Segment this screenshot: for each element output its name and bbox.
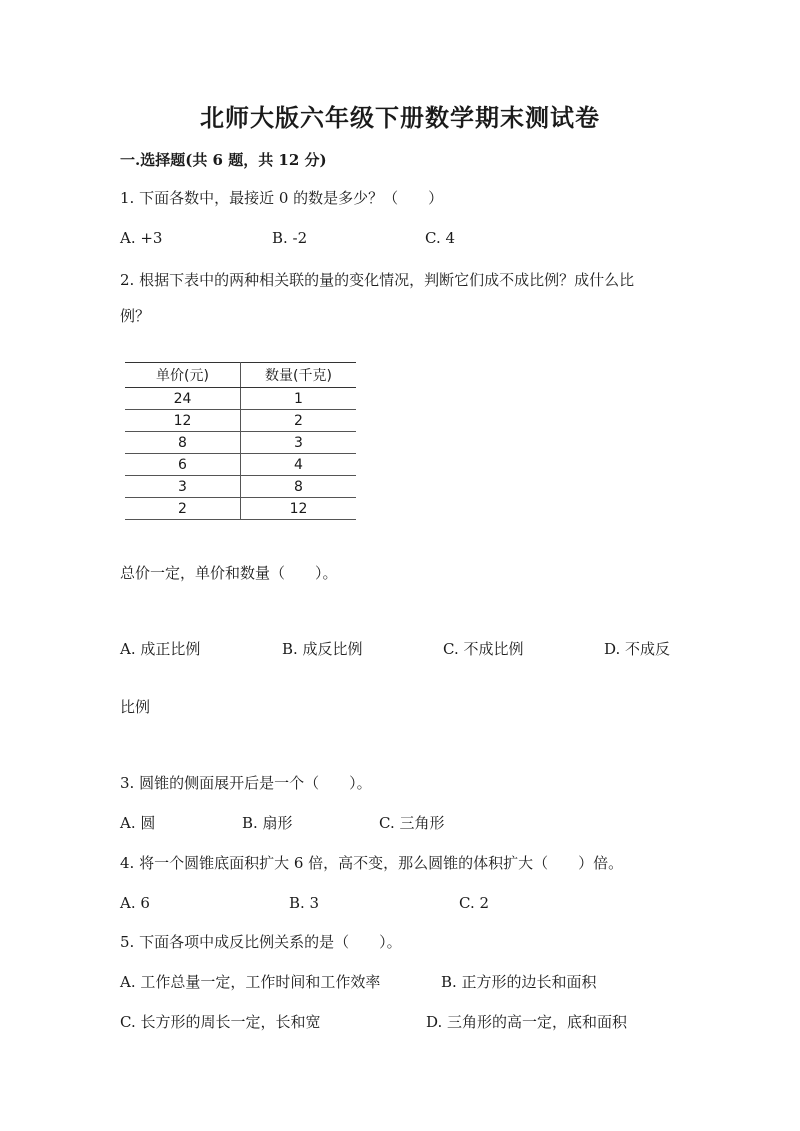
question-4-option-b: B. 3 <box>289 894 320 912</box>
question-1-stem: 1. 下面各数中，最接近 0 的数是多少？（ ） <box>120 189 444 207</box>
question-3-option-c: C. 三角形 <box>379 814 445 832</box>
table-row <box>125 410 356 432</box>
table-cell: 24 <box>125 388 241 410</box>
table-row <box>125 476 356 498</box>
question-4-option-c: C. 2 <box>459 894 490 912</box>
question-5-option-a: A. 工作总量一定，工作时间和工作效率 <box>120 973 381 991</box>
question-2-option-c: C. 不成比例 <box>443 640 524 658</box>
table-cell: 8 <box>125 432 241 454</box>
table-cell: 6 <box>125 454 241 476</box>
table-cell: 3 <box>125 476 241 498</box>
question-1-option-b: B. -2 <box>272 229 308 247</box>
question-2-option-d: D. 不成反 <box>604 640 671 658</box>
question-5-option-b: B. 正方形的边长和面积 <box>441 973 597 991</box>
table-row <box>125 498 356 520</box>
question-1-option-c: C. 4 <box>425 229 456 247</box>
table-row <box>125 454 356 476</box>
question-2-sub-stem: 总价一定，单价和数量（ ）。 <box>120 564 338 582</box>
table-cell: 2 <box>241 410 357 432</box>
table-cell: 1 <box>241 388 357 410</box>
question-2-option-d-wrap: 比例 <box>120 698 151 716</box>
question-3-option-a: A. 圆 <box>120 814 156 832</box>
question-1-option-a: A. +3 <box>120 229 163 247</box>
table-row <box>125 432 356 454</box>
question-2-stem-line2: 例？ <box>120 307 151 325</box>
section-heading: 一.选择题(共 6 题，共 12 分) <box>120 151 327 169</box>
question-5-option-d: D. 三角形的高一定，底和面积 <box>426 1013 628 1031</box>
table-row <box>125 388 356 410</box>
page-title: 北师大版六年级下册数学期末测试卷 <box>200 103 600 132</box>
question-2-stem-line1: 2. 根据下表中的两种相关联的量的变化情况，判断它们成不成比例？成什么比 <box>120 271 635 289</box>
question-4-stem: 4. 将一个圆锥底面积扩大 6 倍，高不变，那么圆锥的体积扩大（ ）倍。 <box>120 854 624 872</box>
question-4-option-a: A. 6 <box>120 894 150 912</box>
table-header-unit-price: 单价(元) <box>125 363 241 388</box>
question-5-option-c: C. 长方形的周长一定，长和宽 <box>120 1013 321 1031</box>
price-quantity-table <box>125 362 356 520</box>
table-cell: 3 <box>241 432 357 454</box>
question-2-option-b: B. 成反比例 <box>282 640 363 658</box>
question-5-stem: 5. 下面各项中成反比例关系的是（ ）。 <box>120 933 402 951</box>
table-header-quantity: 数量(千克) <box>241 363 357 388</box>
table-cell: 12 <box>125 410 241 432</box>
question-3-option-b: B. 扇形 <box>242 814 293 832</box>
table-cell: 2 <box>125 498 241 520</box>
table-cell: 12 <box>241 498 357 520</box>
question-3-stem: 3. 圆锥的侧面展开后是一个（ ）。 <box>120 774 372 792</box>
table-header-row <box>125 363 356 388</box>
question-2-option-a: A. 成正比例 <box>120 640 201 658</box>
table-cell: 8 <box>241 476 357 498</box>
table-cell: 4 <box>241 454 357 476</box>
